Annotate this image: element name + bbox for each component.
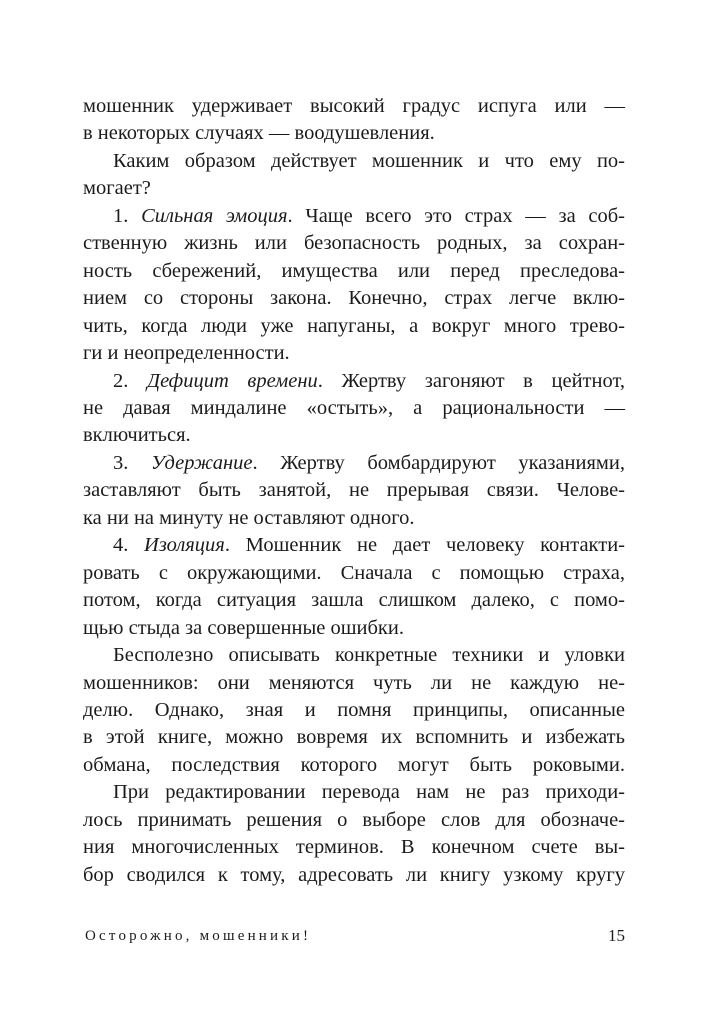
list-term: Сильная эмоция <box>141 204 288 227</box>
list-item-time <box>83 368 625 395</box>
text-line: ния многочисленных терминов. В конечном счете вы- <box>83 836 625 859</box>
text-line: мошенников: они меняются чуть ли не каждую не- <box>83 671 625 694</box>
text-line: ность сбережений, имущества или перед преследова- <box>83 259 625 282</box>
text-line: делю. Однако, зная и помня принципы, описанные <box>83 698 625 721</box>
list-item-isolation <box>83 532 625 559</box>
list-number: 4. <box>113 534 145 557</box>
list-number: 2. <box>113 369 148 392</box>
text-line: ровать с окружающими. Сначала с помощью страха, <box>83 561 625 584</box>
list-text: . Мошенник не дает человеку контакти- <box>224 534 625 557</box>
text-line: не давая миндалине «остыть», а рациональности — <box>83 396 625 419</box>
text-line: При редактировании перевода нам не раз приходи- <box>113 781 625 804</box>
running-footer-title: Осторожно, мошенники! <box>85 928 312 944</box>
list-number: 3. <box>113 451 151 474</box>
text-line: мошенник удерживает высокий градус испуга или — <box>83 95 625 117</box>
list-term: Дефицит времени <box>147 369 318 392</box>
text-line: могает? <box>83 177 151 200</box>
text-line: Каким образом действует мошенник и что ему по- <box>113 149 625 172</box>
text-line: в этой книге, можно вовремя их вспомнить и избежать <box>83 726 625 749</box>
text-line: ка ни на минуту не оставляют одного. <box>83 506 415 529</box>
text-line: чить, когда люди уже напуганы, а вокруг много трево- <box>83 314 625 337</box>
text-line: заставляют быть занятой, не прерывая связи. Челове- <box>83 479 625 502</box>
text-line: бор сводился к тому, адресовать ли книгу узкому кругу <box>83 863 625 886</box>
text-line: лось принимать решения о выборе слов для обозначе- <box>83 808 625 831</box>
text-line: ги и неопределенности. <box>83 342 290 365</box>
list-text: . Жертву бомбардируют указаниями, <box>252 451 625 474</box>
body-text <box>83 93 625 889</box>
list-text: . Чаще всего это страх — за соб- <box>287 204 625 227</box>
text-line: ственную жизнь или безопасность родных, за сохран- <box>83 232 625 255</box>
text-line: включиться. <box>83 424 191 447</box>
list-item-retention <box>83 450 625 477</box>
text-line: потом, когда ситуация зашла слишком далеко, с помо- <box>83 589 625 612</box>
text-line: щью стыда за совершенные ошибки. <box>83 616 404 639</box>
list-text: . Жертву загоняют в цейтнот, <box>317 369 625 392</box>
text-line: Бесполезно описывать конкретные техники и уловки <box>113 644 625 667</box>
text-line: в некоторых случаях — воодушевления. <box>83 122 435 145</box>
text-line: нием со стороны закона. Конечно, страх легче вклю- <box>83 287 625 310</box>
list-item-emotion <box>83 203 625 230</box>
list-number: 1. <box>113 204 142 227</box>
list-term: Удержание <box>150 451 253 474</box>
list-term: Изоляция <box>144 534 225 557</box>
text-line: обмана, последствия которого могут быть роковыми. <box>83 753 625 776</box>
page-number: 15 <box>608 926 625 945</box>
